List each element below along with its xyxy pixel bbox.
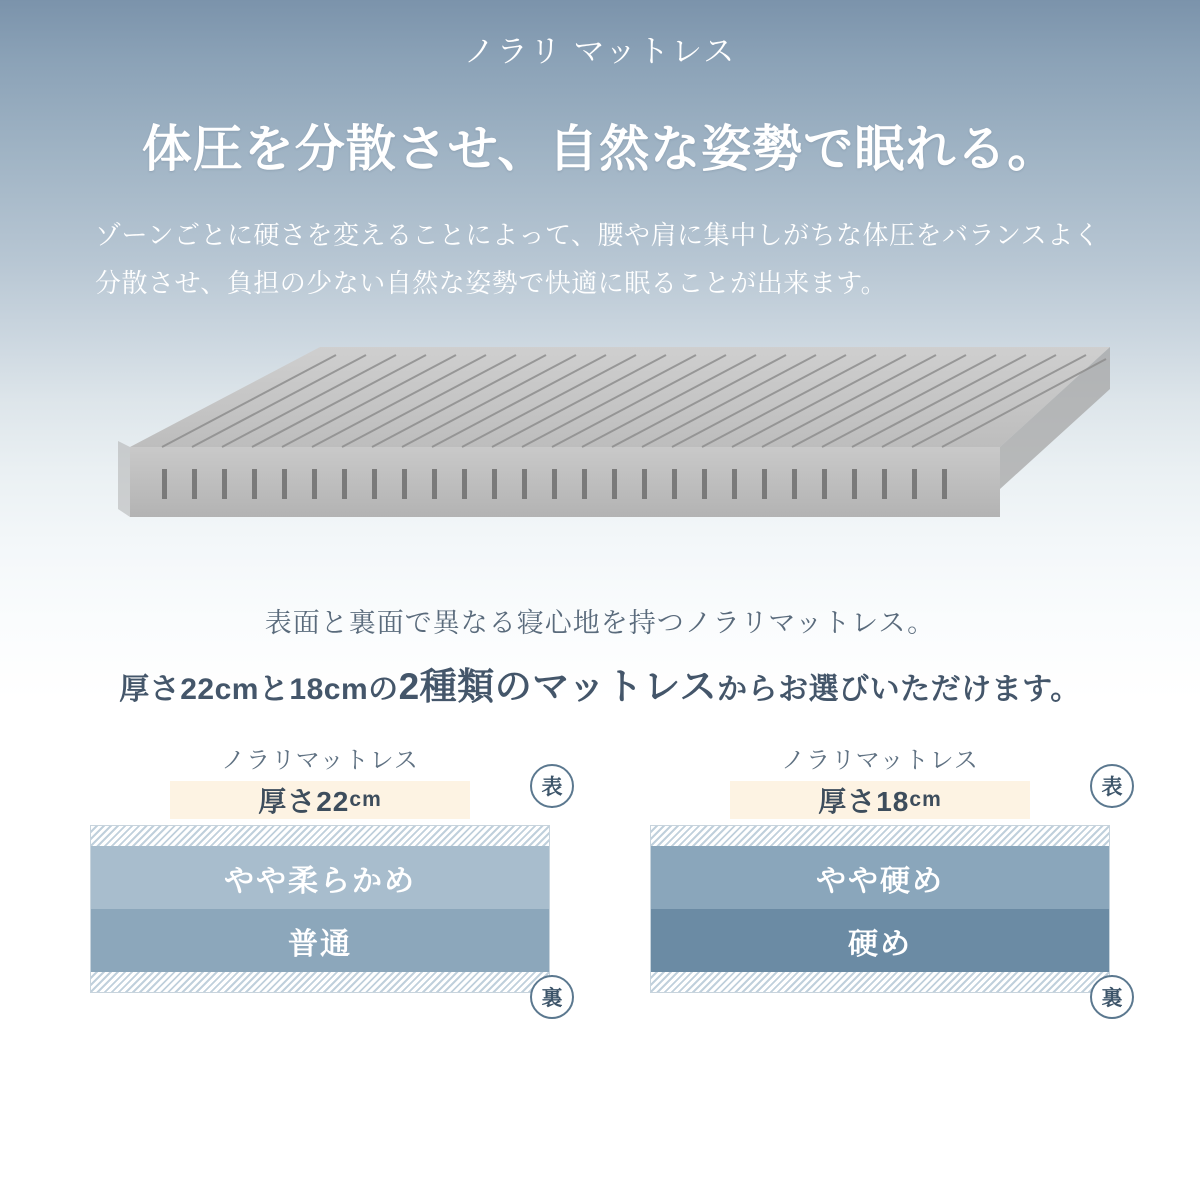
thickness-label: 厚さ22 — [258, 786, 350, 818]
front-side-badge: 表 — [1090, 764, 1134, 808]
hero-section — [0, 0, 1200, 307]
lower-layer: 普通 — [91, 909, 549, 972]
lower-layer: 硬め — [651, 909, 1109, 972]
product-card-18cm — [650, 740, 1123, 1011]
thickness-unit: cm — [349, 788, 382, 812]
layer-diagram — [650, 825, 1110, 993]
comparison-subtitle-2-part-a: 厚さ22cmと18cmの — [119, 673, 399, 707]
card-title: ノラリマットレス — [781, 747, 979, 775]
layer-diagram — [90, 825, 550, 993]
headline: 体圧を分散させ、自然な姿勢で眠れる。 — [141, 121, 1059, 177]
hatch-top — [91, 826, 549, 846]
hatch-top — [651, 826, 1109, 846]
product-card-22cm — [90, 740, 563, 1011]
thickness-unit: cm — [909, 788, 942, 812]
zoned-mattress-icon — [70, 337, 1130, 567]
card-title: ノラリマットレス — [221, 747, 419, 775]
thickness-badge — [170, 781, 470, 819]
mattress-illustration-wrap — [0, 337, 1200, 577]
product-title: ノラリ マットレス — [463, 34, 737, 69]
thickness-badge — [730, 781, 1030, 819]
upper-layer: やや硬め — [651, 846, 1109, 909]
hatch-bottom — [651, 972, 1109, 992]
card-list — [0, 740, 1200, 1011]
thickness-label: 厚さ18 — [818, 786, 910, 818]
hatch-bottom — [91, 972, 549, 992]
comparison-subtitle-2-emphasis: 2種類のマットレス — [398, 666, 718, 708]
upper-layer: やや柔らかめ — [91, 846, 549, 909]
back-side-badge: 裏 — [1090, 975, 1134, 1019]
comparison-subtitle-2 — [0, 656, 1200, 710]
front-side-badge: 表 — [530, 764, 574, 808]
comparison-section — [0, 577, 1200, 1011]
back-side-badge: 裏 — [530, 975, 574, 1019]
comparison-subtitle-1: 表面と裏面で異なる寝心地を持つノラリマットレス。 — [264, 608, 936, 639]
lead-paragraph: ゾーンごとに硬さを変えることによって、腰や肩に集中しがちな体圧をバランスよく分散させ、負担の少ない自然な姿勢で快適に眠ることが出来ます。 — [95, 220, 1101, 299]
comparison-subtitle-2-part-b: からお選びいただけます。 — [717, 673, 1081, 707]
